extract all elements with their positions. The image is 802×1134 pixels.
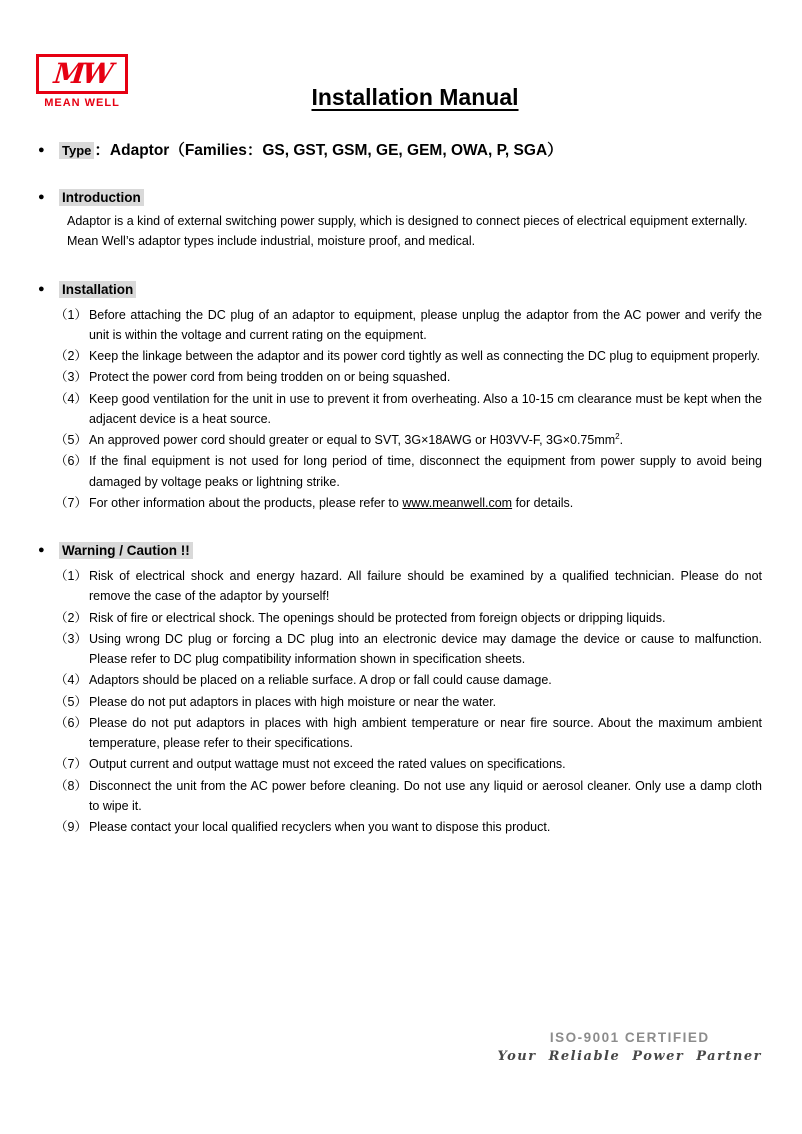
section-heading-warning: Warning / Caution !! bbox=[59, 542, 193, 559]
item-number: （1） bbox=[55, 569, 87, 584]
item-number: （2） bbox=[55, 610, 87, 625]
iso-certified-text: ISO-9001 CERTIFIED bbox=[549, 1030, 710, 1045]
item-text: Risk of fire or electrical shock. The openings should be protected from foreign objects or dripping liquids. bbox=[88, 610, 666, 625]
item-text: Adaptors should be placed on a reliable surface. A drop or fall could cause damage. bbox=[88, 673, 552, 688]
warning-heading-row bbox=[38, 542, 762, 560]
item-text bbox=[87, 493, 762, 513]
type-label: Type bbox=[59, 142, 94, 159]
item-text: If the final equipment is not used for long period of time, disconnect the equipment from power supply to avoid being damaged by voltage peaks or lightning strike. bbox=[88, 454, 762, 489]
bullet-icon: ● bbox=[38, 544, 45, 557]
mw-logo-glyph: MW bbox=[52, 57, 113, 90]
list-item bbox=[55, 430, 762, 450]
item-text bbox=[87, 430, 762, 450]
section-introduction bbox=[38, 189, 762, 252]
list-item bbox=[55, 451, 762, 492]
bullet-icon: ● bbox=[38, 191, 45, 203]
installation-items bbox=[38, 305, 762, 514]
item-text: Disconnect the unit from the AC power before cleaning. Do not use any liquid or aerosol cleaner. Only use a damp cloth to wipe it. bbox=[88, 778, 762, 813]
item-text: Please contact your local qualified recyclers when you want to dispose this product. bbox=[88, 820, 551, 835]
section-heading-introduction: Introduction bbox=[59, 189, 144, 206]
list-item bbox=[55, 305, 762, 346]
item-number: （6） bbox=[55, 715, 87, 730]
list-item bbox=[55, 776, 762, 817]
list-item bbox=[55, 493, 762, 513]
item-text: Before attaching the DC plug of an adaptor to equipment, please unplug the adaptor from the AC power and verify the unit is within the voltage and current rating on the equipment. bbox=[88, 307, 762, 342]
item-text-segment: . bbox=[619, 433, 624, 448]
list-item bbox=[55, 754, 762, 774]
item-number: （5） bbox=[55, 433, 87, 447]
item-number: （6） bbox=[55, 454, 87, 469]
item-number: （7） bbox=[55, 757, 87, 772]
item-text-segment: For other information about the products, please refer to bbox=[88, 495, 403, 510]
item-number: （4） bbox=[55, 673, 87, 688]
bullet-icon: ● bbox=[38, 282, 45, 295]
logo-box bbox=[36, 54, 128, 94]
item-text: Please do not put adaptors in places with high moisture or near the water. bbox=[88, 694, 497, 709]
introduction-body: Adaptor is a kind of external switching power supply, which is designed to connect pieces of electrical equipment externally. Mean Well’s adaptor types include industrial, moisture proof, and medical. bbox=[67, 214, 748, 249]
section-heading-installation: Installation bbox=[59, 281, 136, 298]
section-installation bbox=[38, 281, 762, 514]
list-item bbox=[55, 608, 762, 628]
page-title: Installation Manual bbox=[311, 84, 519, 110]
item-number: （3） bbox=[55, 370, 87, 385]
item-text: Keep good ventilation for the unit in use to prevent it from overheating. Also a 10-15 cm clearance must be kept when the adjacent device is a heat source. bbox=[88, 391, 762, 426]
item-number: （3） bbox=[55, 631, 87, 646]
meanwell-logo bbox=[36, 54, 128, 109]
item-text: Output current and output wattage must not exceed the rated values on specifications. bbox=[88, 757, 566, 772]
list-item bbox=[55, 367, 762, 387]
list-item bbox=[55, 670, 762, 690]
item-text: Please do not put adaptors in places with high ambient temperature or near fire source. About the maximum ambient temperature, please refer to their specifications. bbox=[88, 715, 762, 751]
list-item bbox=[55, 692, 762, 712]
item-text: Keep the linkage between the adaptor and its power cord tightly as well as connecting the DC plug to equipment properly. bbox=[88, 349, 760, 363]
item-number: （4） bbox=[55, 391, 87, 406]
superscript: 2 bbox=[615, 432, 620, 441]
item-text: Using wrong DC plug or forcing a DC plug into an electronic device may damage the device or cause to malfunction. Please refer to DC plug compatibility information shown in specification sheets. bbox=[88, 631, 762, 667]
list-item bbox=[55, 629, 762, 670]
item-number: （8） bbox=[55, 778, 87, 793]
item-number: （7） bbox=[55, 495, 87, 510]
bullet-icon: ● bbox=[38, 144, 45, 156]
item-number: （1） bbox=[55, 307, 87, 322]
introduction-heading-row bbox=[38, 189, 762, 207]
item-text-segment: for details. bbox=[512, 495, 574, 510]
type-value: Adaptor（Families：GS, GST, GSM, GE, GEM, OWA, P, SGA） bbox=[109, 142, 563, 159]
type-colon: ： bbox=[94, 142, 110, 159]
slogan-text: Your Reliable Power Partner bbox=[497, 1049, 762, 1064]
item-text: Protect the power cord from being trodden on or being squashed. bbox=[88, 370, 451, 385]
brand-name: MEAN WELL bbox=[44, 97, 120, 109]
item-text-segment: An approved power cord should greater or equal to SVT, 3G×18AWG or H03VV-F, 3G×0.75mm bbox=[88, 433, 616, 448]
list-item bbox=[55, 713, 762, 754]
item-number: （5） bbox=[55, 694, 87, 709]
list-item bbox=[55, 346, 762, 366]
item-text: Risk of electrical shock and energy hazard. All failure should be examined by a qualified technician. Please do not remove the case of the adaptor by yourself! bbox=[88, 569, 762, 604]
type-line bbox=[38, 138, 762, 160]
installation-heading-row bbox=[38, 281, 762, 299]
list-item bbox=[55, 566, 762, 607]
list-item bbox=[55, 389, 762, 430]
item-number: （9） bbox=[55, 820, 87, 835]
footer bbox=[497, 1030, 762, 1064]
item-number: （2） bbox=[55, 349, 87, 363]
warning-items bbox=[38, 566, 762, 837]
meanwell-link[interactable]: www.meanwell.com bbox=[402, 495, 513, 510]
list-item bbox=[55, 817, 762, 837]
section-warning bbox=[38, 542, 762, 837]
